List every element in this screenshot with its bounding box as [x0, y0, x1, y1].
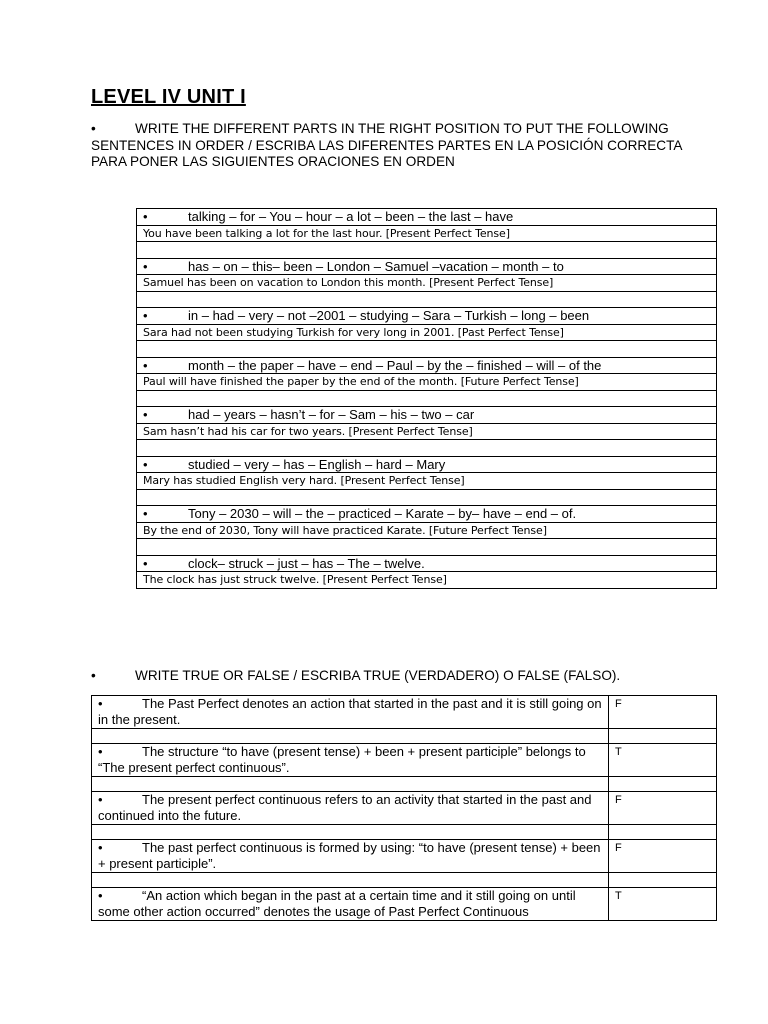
spacer-row	[137, 291, 717, 308]
scrambled-row	[137, 357, 717, 374]
statement-row	[92, 696, 717, 729]
bullet: •	[98, 744, 103, 759]
empty-cell	[137, 242, 717, 259]
answer-row	[137, 374, 717, 391]
bullet: •	[143, 407, 148, 422]
bullet: •	[98, 840, 103, 855]
statement-cell	[92, 840, 609, 873]
reorder-table	[136, 208, 717, 589]
answer-cell[interactable]: F	[609, 792, 717, 825]
answer-row	[137, 572, 717, 589]
bullet: •	[98, 792, 103, 807]
scrambled-words	[137, 258, 717, 275]
statement-text: The structure “to have (present tense) + been + present participle” belongs to “The present perfect continuous”.	[98, 744, 586, 775]
scrambled-words	[137, 308, 717, 325]
empty-cell	[137, 341, 717, 358]
ordered-sentence: Mary has studied English very hard. [Present Perfect Tense]	[137, 473, 717, 490]
spacer-row	[137, 341, 717, 358]
statement-cell	[92, 888, 609, 921]
bullet: •	[98, 888, 103, 903]
statement-row	[92, 840, 717, 873]
bullet: •	[143, 357, 148, 373]
scrambled-row	[137, 456, 717, 473]
instruction-text: WRITE THE DIFFERENT PARTS IN THE RIGHT POSITION TO PUT THE FOLLOWING SENTENCES IN ORDER / ESCRIBA LAS DIFERENTES PARTES EN LA POSICIÓN CORRECTA PARA PONER LAS SIGUIENTES ORACIONES EN ORDEN	[91, 121, 682, 169]
bullet: •	[143, 506, 148, 521]
answer-row	[137, 225, 717, 242]
spacer-row	[92, 825, 717, 840]
spacer-row	[137, 242, 717, 259]
statement-cell	[92, 696, 609, 729]
scrambled-words	[137, 506, 717, 523]
scrambled-row	[137, 555, 717, 572]
answer-row	[137, 275, 717, 292]
statement-text: The past perfect continuous is formed by using: “to have (present tense) + been + present participle”.	[98, 840, 601, 871]
empty-cell	[609, 729, 717, 744]
answer-row	[137, 473, 717, 490]
statement-text: The present perfect continuous refers to an activity that started in the past and continued into the future.	[98, 792, 592, 823]
ordered-sentence: The clock has just struck twelve. [Present Perfect Tense]	[137, 572, 717, 589]
bullet: •	[91, 668, 96, 683]
scrambled-words	[137, 209, 717, 226]
empty-cell	[92, 777, 609, 792]
empty-cell	[92, 873, 609, 888]
empty-cell	[137, 489, 717, 506]
true-false-table	[91, 695, 717, 921]
instruction-reorder	[91, 121, 691, 171]
empty-cell	[137, 390, 717, 407]
statement-row	[92, 744, 717, 777]
statement-text: The Past Perfect denotes an action that started in the past and it is still going on in the present.	[98, 696, 602, 727]
scrambled-row	[137, 308, 717, 325]
statement-cell	[92, 792, 609, 825]
empty-cell	[137, 440, 717, 457]
ordered-sentence: Sara had not been studying Turkish for very long in 2001. [Past Perfect Tense]	[137, 324, 717, 341]
spacer-row	[137, 489, 717, 506]
word-list: month – the paper – have – end – Paul – by the – finished – will – of the	[188, 357, 602, 373]
spacer-row	[92, 729, 717, 744]
scrambled-words	[137, 407, 717, 424]
word-list: clock– struck – just – has – The – twelve.	[188, 555, 425, 571]
ordered-sentence: You have been talking a lot for the last hour. [Present Perfect Tense]	[137, 225, 717, 242]
answer-row	[137, 324, 717, 341]
scrambled-row	[137, 407, 717, 424]
scrambled-row	[137, 209, 717, 226]
bullet: •	[143, 258, 148, 274]
spacer-row	[92, 873, 717, 888]
ordered-sentence: By the end of 2030, Tony will have practiced Karate. [Future Perfect Tense]	[137, 522, 717, 539]
scrambled-words	[137, 555, 717, 572]
word-list: talking – for – You – hour – a lot – been – the last – have	[188, 209, 514, 224]
answer-row	[137, 522, 717, 539]
statement-row	[92, 792, 717, 825]
word-list: has – on – this– been – London – Samuel –vacation – month – to	[188, 258, 564, 274]
spacer-row	[137, 539, 717, 556]
empty-cell	[137, 539, 717, 556]
ordered-sentence: Samuel has been on vacation to London this month. [Present Perfect Tense]	[137, 275, 717, 292]
word-list: Tony – 2030 – will – the – practiced – Karate – by– have – end – of.	[188, 506, 577, 521]
spacer-row	[92, 777, 717, 792]
empty-cell	[609, 873, 717, 888]
scrambled-words	[137, 357, 717, 374]
answer-cell[interactable]: T	[609, 888, 717, 921]
bullet: •	[143, 209, 148, 224]
bullet: •	[98, 696, 103, 711]
scrambled-row	[137, 258, 717, 275]
empty-cell	[137, 291, 717, 308]
answer-cell[interactable]: T	[609, 744, 717, 777]
word-list: had – years – hasn’t – for – Sam – his – two – car	[188, 407, 475, 422]
answer-cell[interactable]: F	[609, 696, 717, 729]
spacer-row	[137, 390, 717, 407]
word-list: in – had – very – not –2001 – studying – Sara – Turkish – long – been	[188, 308, 590, 323]
instruction-text: WRITE TRUE OR FALSE / ESCRIBA TRUE (VERDADERO) O FALSE (FALSO).	[135, 668, 621, 683]
bullet: •	[91, 121, 96, 136]
answer-row	[137, 423, 717, 440]
empty-cell	[609, 825, 717, 840]
statement-text: “An action which began in the past at a certain time and it still going on until some other action occurred” denotes the usage of Past Perfect Continuous	[98, 888, 576, 919]
statement-cell	[92, 744, 609, 777]
spacer-row	[137, 440, 717, 457]
empty-cell	[609, 777, 717, 792]
empty-cell	[92, 729, 609, 744]
word-list: studied – very – has – English – hard – Mary	[188, 456, 446, 472]
bullet: •	[143, 456, 148, 472]
bullet: •	[143, 555, 148, 571]
page-title: LEVEL IV UNIT I	[91, 86, 246, 108]
empty-cell	[92, 825, 609, 840]
ordered-sentence: Paul will have finished the paper by the end of the month. [Future Perfect Tense]	[137, 374, 717, 391]
answer-cell[interactable]: F	[609, 840, 717, 873]
statement-row	[92, 888, 717, 921]
instruction-true-false	[91, 668, 620, 685]
bullet: •	[143, 308, 148, 323]
scrambled-words	[137, 456, 717, 473]
ordered-sentence: Sam hasn’t had his car for two years. [Present Perfect Tense]	[137, 423, 717, 440]
scrambled-row	[137, 506, 717, 523]
